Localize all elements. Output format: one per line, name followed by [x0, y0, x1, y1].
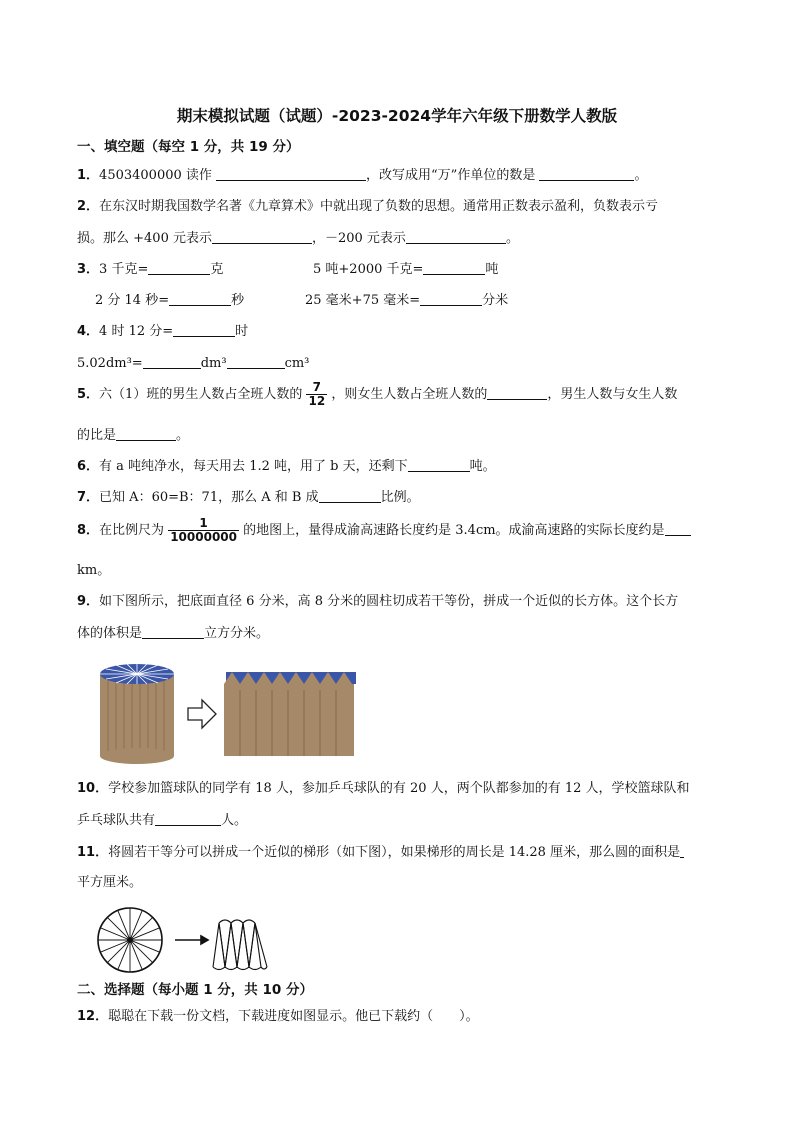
divided-circle [98, 908, 162, 972]
answer-blank[interactable] [319, 490, 381, 503]
arrow-right-icon [175, 936, 208, 944]
section-heading-fill-in: 一、填空题（每空 1 分，共 19 分） [77, 139, 300, 155]
answer-blank[interactable] [665, 523, 691, 536]
cuboid-image [224, 672, 356, 756]
answer-blank[interactable] [212, 231, 312, 244]
answer-blank[interactable] [539, 168, 634, 181]
question-2: 2．在东汉时期我国数学名著《九章算术》中就出现了负数的思想。通常用正数表示盈利，负数表示亏 [77, 199, 659, 214]
answer-blank[interactable] [148, 262, 210, 275]
question-5-line-2: 的比是 。 [77, 428, 190, 443]
question-4-line-2: 5.02dm³= dm³ cm³ [77, 356, 310, 371]
section-heading-choice: 二、选择题（每小题 1 分，共 10 分） [77, 982, 313, 998]
answer-blank[interactable] [420, 293, 482, 306]
question-8-line-2: km。 [77, 563, 111, 578]
trapezoid-of-sectors [213, 920, 267, 970]
answer-blank[interactable] [173, 324, 235, 337]
fraction-scale: $\frac{1}{10000000}$ [170, 516, 237, 545]
answer-blank[interactable] [216, 168, 366, 181]
question-3: 3．3 千克= 克 [77, 262, 224, 277]
question-8: 8．在比例尺为 $\frac{1}{10000000}$ 的地图上，量得成渝高速路长度约是 3.4cm。成渝高速路的实际长度约是 [77, 517, 691, 544]
question-7: 7．已知 A：60=B：71，那么 A 和 B 成 比例。 [77, 490, 420, 505]
answer-blank[interactable] [227, 356, 285, 369]
question-4: 4．4 时 12 分= 时 [77, 324, 249, 339]
question-10-line-2: 乒乓球队共有 人。 [77, 813, 248, 828]
question-9: 9．如下图所示，把底面直径 6 分米，高 8 分米的圆柱切成若干等份，拼成一个近似的长方体。这个长方 [77, 594, 679, 609]
fraction-7-12: $\frac{7}{12}$ [308, 380, 326, 409]
question-11: 11．将圆若干等分可以拼成一个近似的梯形（如下图），如果梯形的周长是 14.28 厘米，那么圆的面积是 [77, 845, 684, 859]
answer-blank[interactable] [487, 387, 547, 400]
answer-blank[interactable] [680, 845, 684, 858]
answer-blank[interactable] [406, 231, 506, 244]
answer-blank[interactable] [116, 428, 176, 441]
cylinder-to-cuboid-figure [98, 660, 360, 760]
question-9-line-2: 体的体积是 立方分米。 [77, 626, 270, 641]
question-2-line-2: 损。那么 +400 元表示 ，－200 元表示 。 [77, 231, 519, 246]
question-3-c: 2 分 14 秒= 秒 [95, 293, 245, 308]
circle-to-trapezoid-figure [95, 905, 275, 975]
question-1: 1．4503400000 读作 ，改写成用“万”作单位的数是 。 [77, 168, 648, 183]
answer-blank[interactable] [423, 262, 485, 275]
question-3-b: 5 吨+2000 千克= 吨 [313, 262, 499, 277]
page-title: 期末模拟试题（试题）-2023-2024学年六年级下册数学人教版 [176, 107, 618, 125]
answer-blank[interactable] [155, 813, 221, 826]
question-5: 5．六（1）班的男生人数占全班人数的 $\frac{7}{12}$ ，则女生人数占全班人数的 ，男生人数与女生人数 [77, 380, 678, 409]
answer-blank[interactable] [143, 356, 201, 369]
question-12: 12．聪聪在下载一份文档，下载进度如图显示。他已下载约（ ）。 [77, 1009, 479, 1024]
answer-blank[interactable] [169, 293, 231, 306]
question-6: 6．有 a 吨纯净水，每天用去 1.2 吨，用了 b 天，还剩下 吨。 [77, 459, 496, 474]
answer-blank[interactable] [142, 626, 204, 639]
question-3-d: 25 毫米+75 毫米= 分米 [305, 293, 509, 308]
question-11-line-2: 平方厘米。 [77, 875, 143, 890]
answer-blank[interactable] [408, 459, 470, 472]
arrow-right-icon [188, 700, 216, 728]
cylinder-image [100, 664, 174, 764]
question-10: 10．学校参加篮球队的同学有 18 人，参加乒乓球队的有 20 人，两个队都参加的有 12 人，学校篮球队和 [77, 781, 690, 796]
